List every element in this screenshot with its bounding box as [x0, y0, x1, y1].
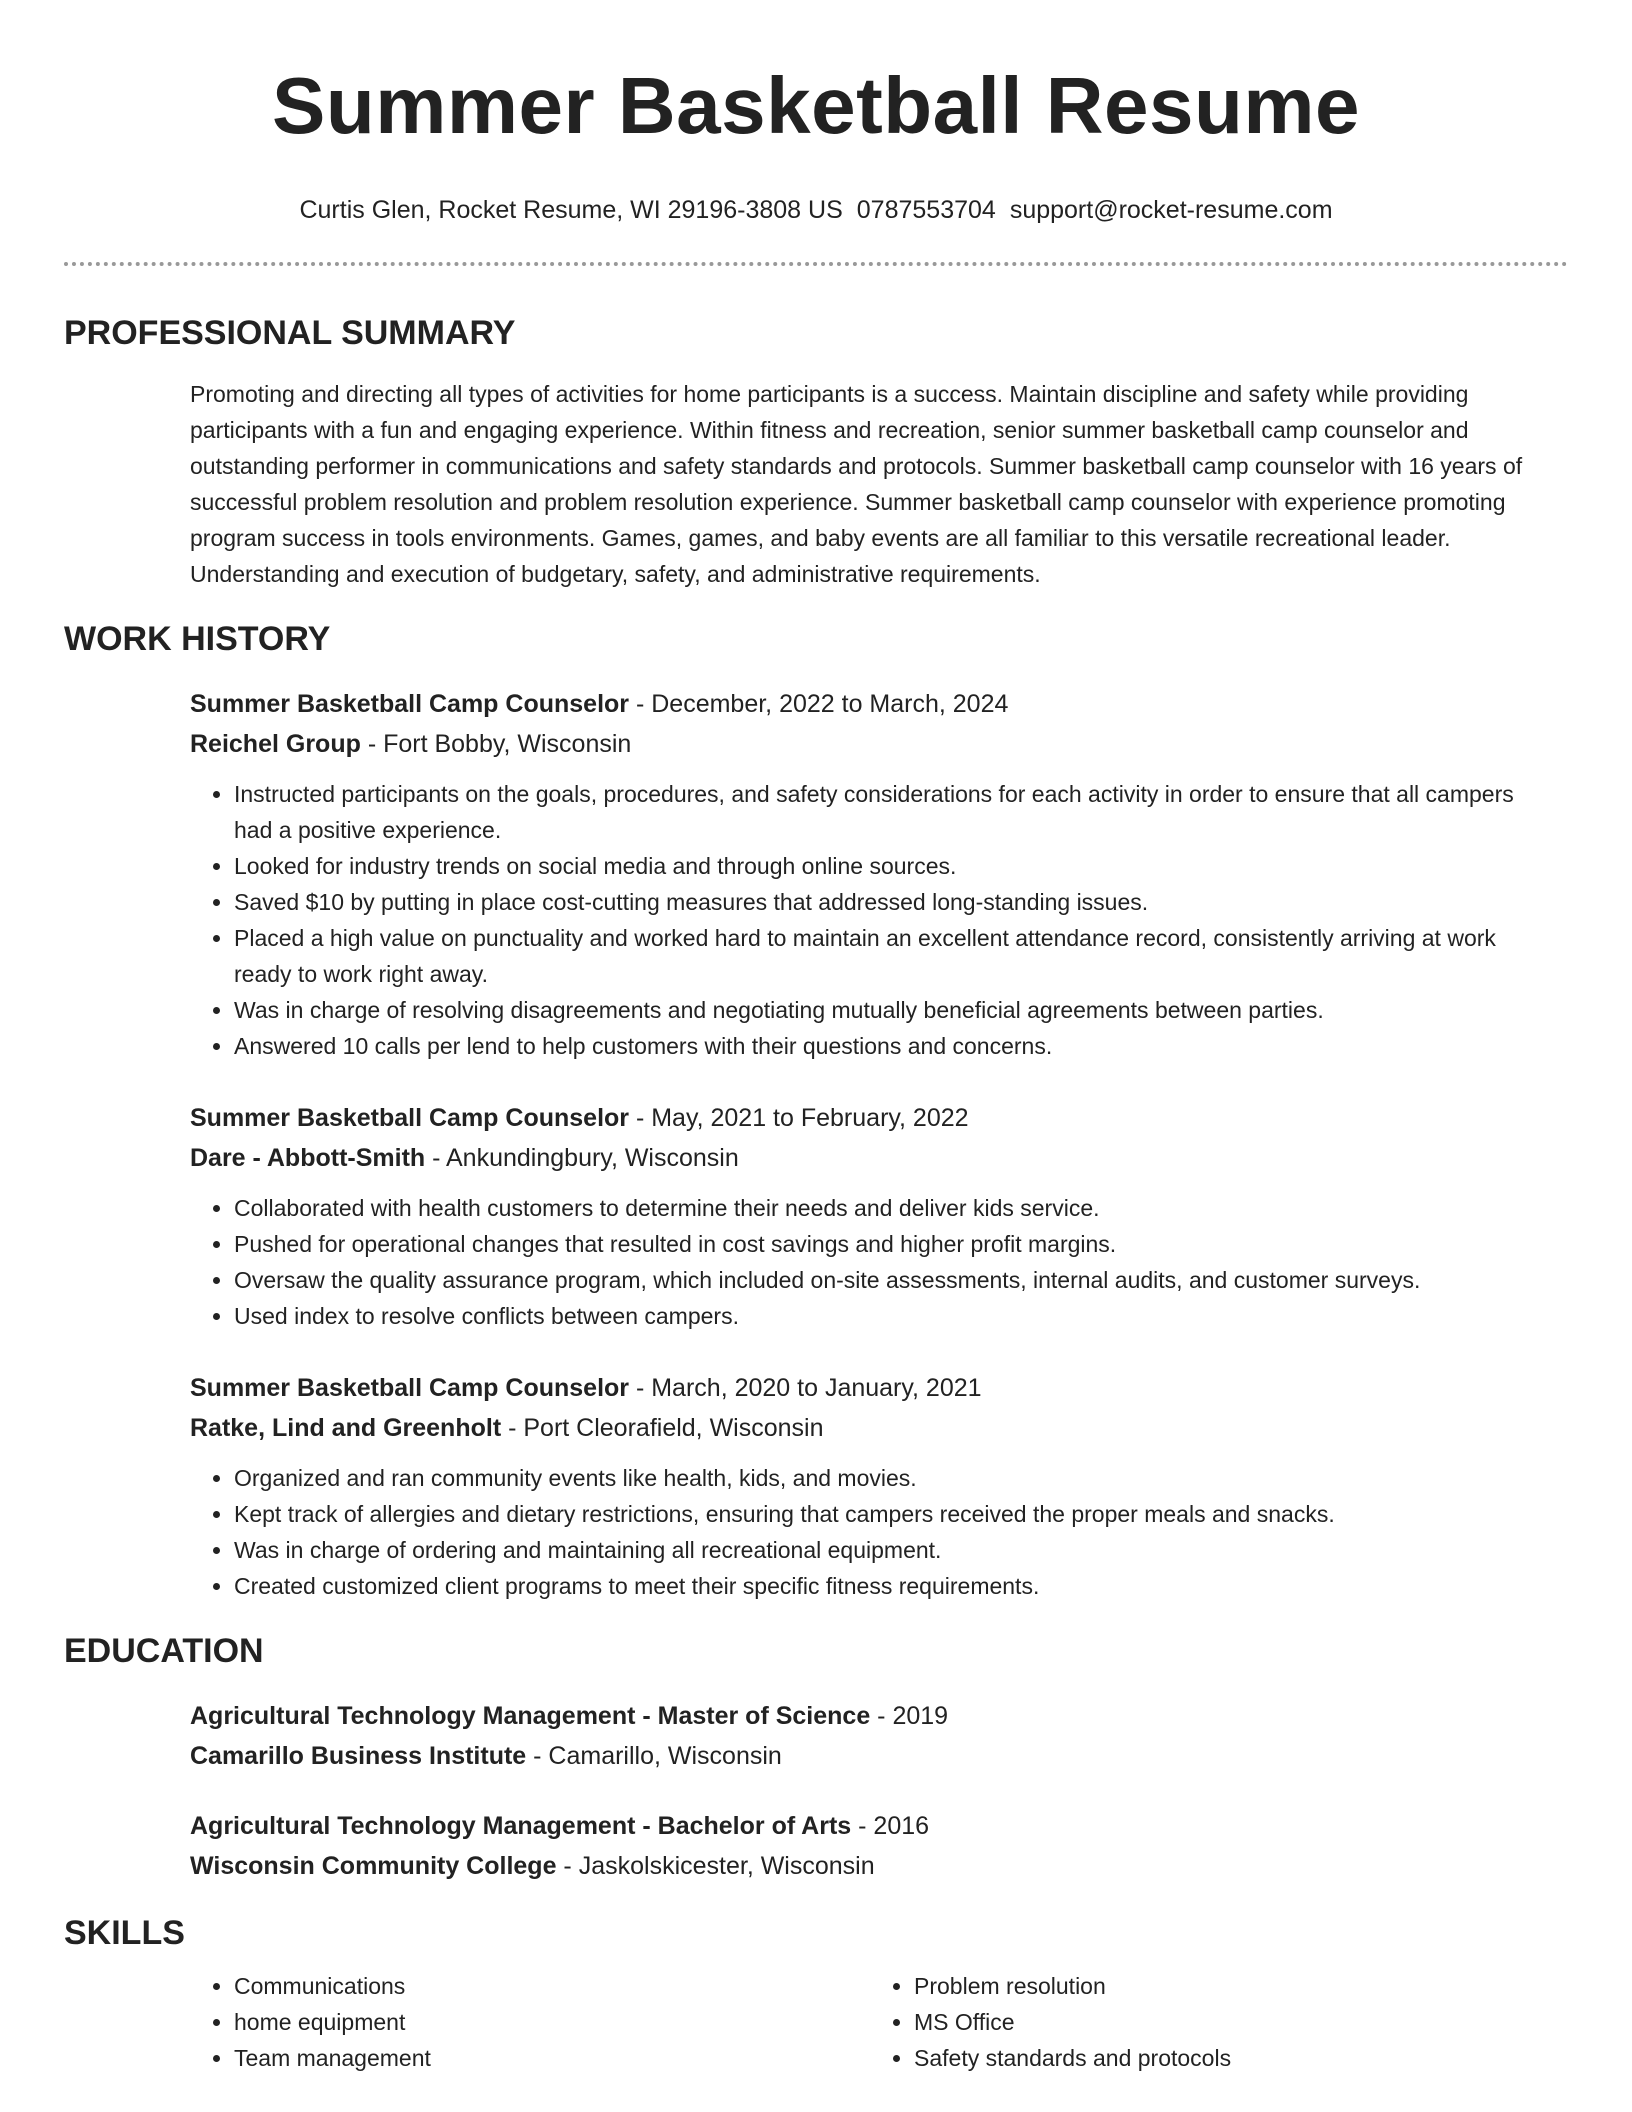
list-item: • Was in charge of ordering and maintaining all recreational equipment. [234, 1532, 1538, 1568]
contact-phone: 0787553704 [856, 196, 996, 224]
job-entry [190, 1368, 1538, 1604]
job-entry [190, 684, 1538, 1064]
degree-line [190, 1696, 1538, 1736]
skills-list [190, 1968, 1538, 2076]
skills-column-left [190, 1968, 870, 2076]
job-company-line [190, 724, 1538, 764]
job-title: Summer Basketball Camp Counselor [190, 690, 630, 718]
list-item: • Placed a high value on punctuality and worked hard to maintain an excellent attendance record, consistently arriving at work ready to work right away. [234, 920, 1538, 992]
job-company-line [190, 1138, 1538, 1178]
job-dates: - May, 2021 to February, 2022 [629, 1104, 969, 1132]
section-heading-work: WORK HISTORY [64, 620, 331, 658]
degree: Agricultural Technology Management - Bachelor of Arts [190, 1812, 852, 1840]
list-item: • Safety standards and protocols [914, 2040, 1470, 2076]
list-item: • Team management [234, 2040, 870, 2076]
school-line [190, 1736, 1538, 1776]
degree-year: - 2019 [870, 1702, 949, 1730]
job-entry [190, 1098, 1538, 1334]
list-item: • Saved $10 by putting in place cost-cutting measures that addressed long-standing issues. [234, 884, 1538, 920]
job-title-line [190, 1368, 1538, 1408]
contact-address: Curtis Glen, Rocket Resume, WI 29196-3808 US [299, 196, 843, 224]
resume-header [0, 0, 1632, 226]
summary-section [64, 266, 1568, 592]
list-item: • Used index to resolve conflicts between campers. [234, 1298, 1538, 1334]
list-item: • Looked for industry trends on social media and through online sources. [234, 848, 1538, 884]
list-item: • Oversaw the quality assurance program, which included on-site assessments, internal audits, and customer surveys. [234, 1262, 1538, 1298]
job-dates: - March, 2020 to January, 2021 [629, 1374, 982, 1402]
list-item: • Created customized client programs to meet their specific fitness requirements. [234, 1568, 1538, 1604]
job-company-line [190, 1408, 1538, 1448]
job-title-line [190, 684, 1538, 724]
list-item: • Kept track of allergies and dietary restrictions, ensuring that campers received the proper meals and snacks. [234, 1496, 1538, 1532]
job-bullets [190, 776, 1538, 1064]
job-bullets [190, 1460, 1538, 1604]
degree-line [190, 1806, 1538, 1846]
job-location: - Ankundingbury, Wisconsin [425, 1144, 739, 1172]
summary-text: Promoting and directing all types of activities for home participants is a success. Maintain discipline and safety while providing participants with a fun and engaging experience. Within fitness and recreation, senior summer basketball camp counselor and outstanding performer in communications and safety standards and protocols. Summer basketball camp counselor with 16 years of successful problem resolution and problem resolution experience. Summer basketball camp counselor with experience promoting program success in tools environments. Games, games, and baby events are all familiar to this versatile recreational leader. Understanding and execution of budgetary, safety, and administrative requirements. [190, 381, 1523, 587]
list-item: • Answered 10 calls per lend to help customers with their questions and concerns. [234, 1028, 1538, 1064]
school: Wisconsin Community College [190, 1852, 557, 1880]
list-item: • Communications [234, 1968, 870, 2004]
work-section [64, 592, 1568, 1604]
list-item: • Organized and ran community events like health, kids, and movies. [234, 1460, 1538, 1496]
contact-email: support@rocket-resume.com [1009, 196, 1333, 224]
school-location: - Jaskolskicester, Wisconsin [556, 1852, 875, 1880]
list-item: • MS Office [914, 2004, 1470, 2040]
skills-column-right [870, 1968, 1470, 2076]
list-item: • home equipment [234, 2004, 870, 2040]
education-entry [190, 1696, 1538, 1776]
list-item: • Was in charge of resolving disagreements and negotiating mutually beneficial agreements between parties. [234, 992, 1538, 1028]
section-heading-skills: SKILLS [64, 1914, 185, 1952]
school: Camarillo Business Institute [190, 1742, 527, 1770]
job-title: Summer Basketball Camp Counselor [190, 1374, 630, 1402]
job-location: - Port Cleorafield, Wisconsin [501, 1414, 824, 1442]
school-location: - Camarillo, Wisconsin [526, 1742, 782, 1770]
school-line [190, 1846, 1538, 1886]
job-title: Summer Basketball Camp Counselor [190, 1104, 630, 1132]
skills-section [64, 1886, 1568, 2076]
job-company: Reichel Group [190, 730, 361, 758]
job-title-line [190, 1098, 1538, 1138]
education-section [64, 1604, 1568, 1886]
degree-year: - 2016 [851, 1812, 930, 1840]
section-heading-summary: PROFESSIONAL SUMMARY [64, 314, 516, 352]
education-entry [190, 1806, 1538, 1886]
list-item: • Pushed for operational changes that resulted in cost savings and higher profit margins. [234, 1226, 1538, 1262]
job-location: - Fort Bobby, Wisconsin [360, 730, 632, 758]
section-heading-education: EDUCATION [64, 1632, 264, 1670]
job-company: Ratke, Lind and Greenholt [190, 1414, 502, 1442]
contact-line [0, 194, 1632, 226]
job-company: Dare - Abbott-Smith [190, 1144, 426, 1172]
list-item: • Instructed participants on the goals, procedures, and safety considerations for each activity in order to ensure that all campers had a positive experience. [234, 776, 1538, 848]
list-item: • Problem resolution [914, 1968, 1470, 2004]
job-bullets [190, 1190, 1538, 1334]
list-item: • Collaborated with health customers to determine their needs and deliver kids service. [234, 1190, 1538, 1226]
job-dates: - December, 2022 to March, 2024 [629, 690, 1009, 718]
page-title: Summer Basketball Resume [271, 61, 1360, 150]
degree: Agricultural Technology Management - Master of Science [190, 1702, 871, 1730]
